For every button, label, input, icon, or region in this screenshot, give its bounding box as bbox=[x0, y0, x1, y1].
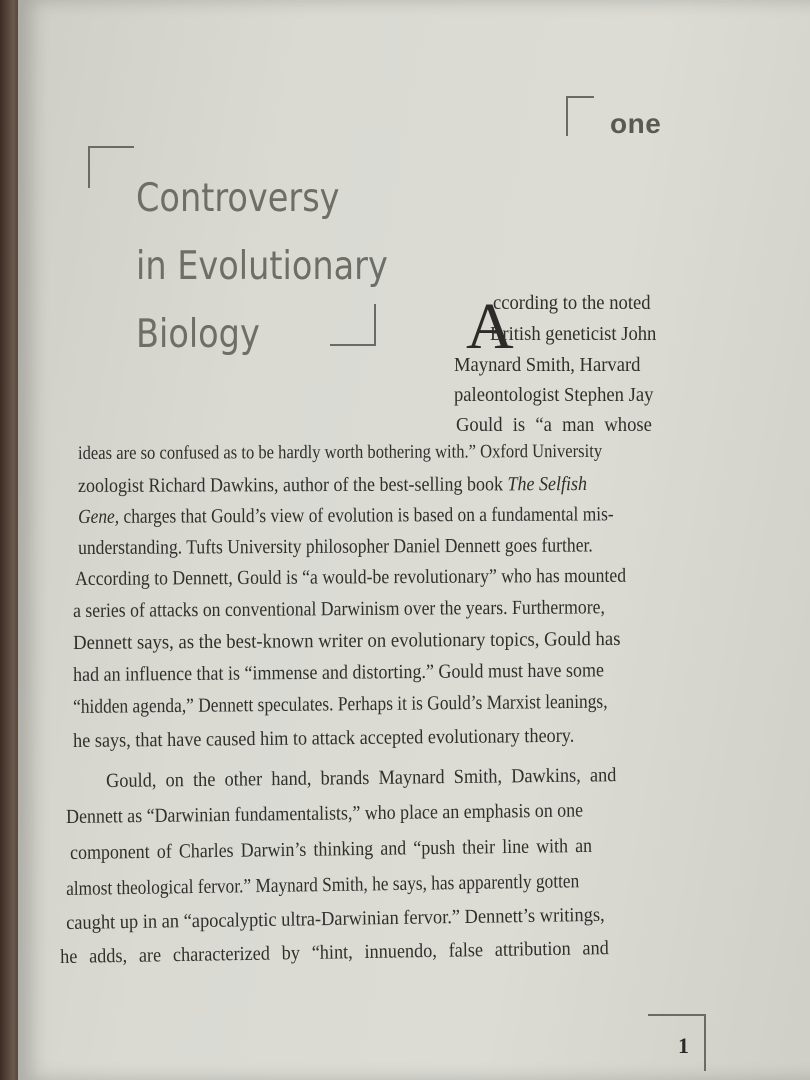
body-line bbox=[78, 473, 587, 498]
title-line: Controversy bbox=[136, 176, 340, 221]
intro-line: paleontologist Stephen Jay bbox=[454, 384, 654, 406]
body-line-text: charges that Gould’s view of evolution is based on a fundamental mis- bbox=[119, 503, 614, 528]
body-line: According to Dennett, Gould is “a would-be revolutionary” who has mounted bbox=[75, 564, 627, 590]
book-page bbox=[18, 0, 810, 1080]
body-line: a series of attacks on conventional Darwinism over the years. Furthermore, bbox=[73, 596, 605, 622]
body-line bbox=[78, 503, 614, 529]
body-line: caught up in an “apocalyptic ultra-Darwinian fervor.” Dennett’s writings, bbox=[66, 903, 605, 934]
chapter-number: one bbox=[610, 108, 662, 139]
title-bracket-top bbox=[88, 146, 134, 188]
body-line: component of Charles Darwin’s thinking and “push their line with an bbox=[70, 834, 593, 864]
title-line: in Evolutionary bbox=[136, 244, 388, 289]
body-line: Dennett as “Darwinian fundamentalists,” who place an emphasis on one bbox=[66, 799, 584, 828]
intro-line: Maynard Smith, Harvard bbox=[454, 354, 641, 376]
body-line: almost theological fervor.” Maynard Smith, he says, has apparently gotten bbox=[66, 870, 580, 900]
drop-cap: A bbox=[466, 290, 514, 363]
book-title-italic: The Selfish bbox=[507, 473, 588, 496]
body-line: Dennett says, as the best-known writer on evolutionary topics, Gould has bbox=[73, 627, 621, 654]
intro-line: Gould is “a man whose bbox=[456, 414, 652, 436]
body-line: Gould, on the other hand, brands Maynard Smith, Dawkins, and bbox=[106, 764, 617, 792]
body-line: had an influence that is “immense and distorting.” Gould must have some bbox=[73, 659, 605, 686]
title-line: Biology bbox=[136, 312, 260, 357]
page-number-bracket bbox=[648, 1014, 706, 1071]
intro-line: ccording to the noted bbox=[493, 292, 651, 314]
body-line: he says, that have caused him to attack accepted evolutionary theory. bbox=[73, 724, 575, 752]
intro-line: British geneticist John bbox=[490, 323, 657, 345]
book-title-italic: Gene, bbox=[78, 505, 120, 528]
body-line-text: zoologist Richard Dawkins, author of the best-selling book bbox=[78, 473, 508, 497]
page-number: 1 bbox=[678, 1033, 689, 1058]
body-line: he adds, are characterized by “hint, innuendo, false attribution and bbox=[60, 937, 609, 968]
title-bracket-bottom bbox=[330, 304, 376, 346]
body-line: “hidden agenda,” Dennett speculates. Perhaps it is Gould’s Marxist leanings, bbox=[73, 690, 608, 718]
body-line: understanding. Tufts University philosopher Daniel Dennett goes further. bbox=[78, 534, 593, 559]
chapter-number-bracket bbox=[566, 96, 594, 136]
body-line: ideas are so confused as to be hardly worth bothering with.” Oxford University bbox=[78, 440, 603, 464]
